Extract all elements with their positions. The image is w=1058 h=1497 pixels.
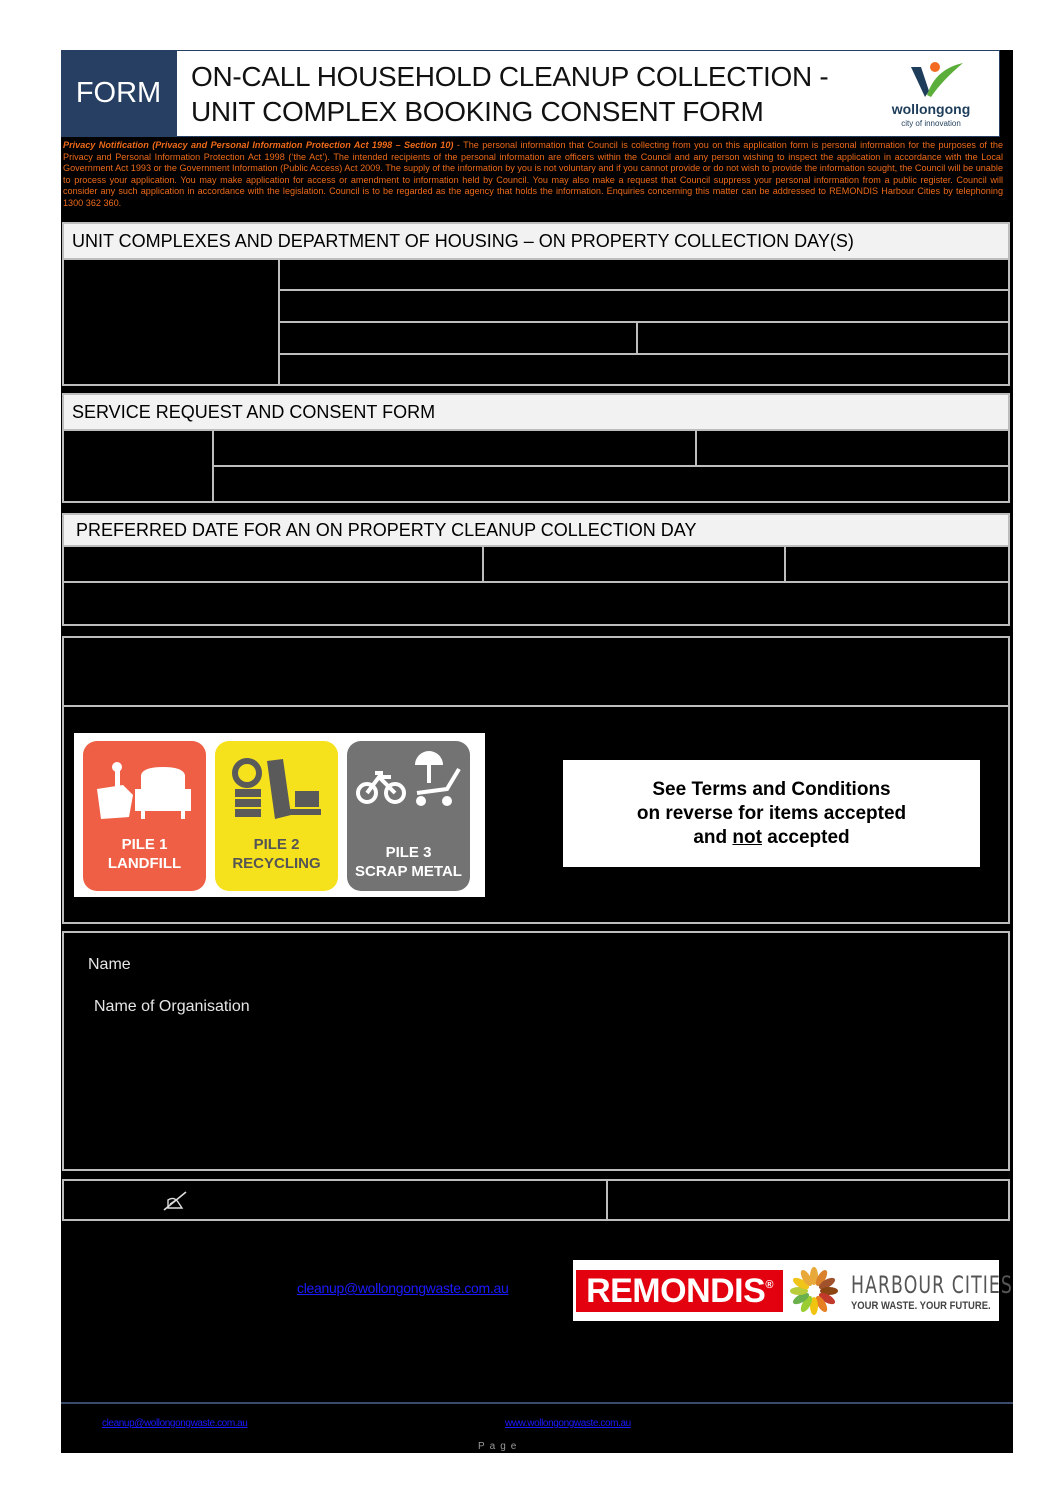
- consent-section: [62, 931, 1010, 1171]
- pile-1-number: PILE 1: [121, 836, 168, 853]
- logo-tagline: city of innovation: [901, 119, 961, 128]
- wollongong-logo: [881, 59, 981, 131]
- remondis-harbour-cities-logo: [573, 1260, 1013, 1321]
- collection-field-2[interactable]: [280, 291, 1008, 321]
- service-field-1a[interactable]: [214, 431, 695, 465]
- harbour-cities-tagline: YOUR WASTE. YOUR FUTURE.: [851, 1300, 991, 1312]
- pile-graphic: [74, 733, 485, 897]
- contact-email-link[interactable]: cleanup@wollongongwaste.com.au: [297, 1280, 509, 1296]
- service-request-section: [62, 393, 1010, 503]
- pile-1-name: LANDFILL: [107, 855, 182, 872]
- terms-notice: [563, 760, 980, 867]
- signature-row: [62, 1179, 1010, 1221]
- terms-line-1: See Terms and Conditions: [652, 778, 891, 800]
- privacy-body: - The personal information that Council is collecting from you on this application form is personal information for the purposes of the Privacy and Personal Information Protection Act 1998 (‘the Act’). The intended recipients of the personal information are officers within the Council and any person wishing to inspect the application in accordance with the Local Government Act 1993 or the Government Information (Public Access) Act 2009. The supply of the information by you is not voluntary and if you cannot provide or do not wish to provide the information sought, the Council will be unable to process your application. You may make application for access or amendment to information held by Council. You may also make a request that Council suppress your personal information from a public register. Council will consider any such application in accordance with the legislation. Council is to be regarded as the agency that holds the information. Enquiries concerning this matter can be addressed to REMONDIS Harbour Cities by telephoning 1300 362 360.: [63, 140, 1003, 208]
- service-field-2[interactable]: [214, 467, 1008, 503]
- pile-3-scrap-metal: [347, 741, 470, 891]
- preferred-date-header: [64, 515, 1008, 547]
- collection-field-1[interactable]: [280, 260, 1008, 289]
- terms-not-emphasis: not: [732, 826, 762, 848]
- pile-3-name: SCRAP METAL: [355, 863, 462, 880]
- date-field-1[interactable]: [64, 547, 482, 581]
- collection-field-4[interactable]: [280, 355, 1008, 386]
- privacy-heading: Privacy Notification (Privacy and Personal Information Protection Act 1998 – Section 10): [63, 140, 454, 150]
- collection-days-title: UNIT COMPLEXES AND DEPARTMENT OF HOUSING – ON PROPERTY COLLECTION DAY(S): [72, 230, 854, 251]
- form-tag: FORM: [61, 50, 176, 137]
- recycling-items-icon: [215, 755, 338, 825]
- collection-days-section: [62, 222, 1010, 386]
- service-request-header: [64, 395, 1008, 431]
- date-notes-field[interactable]: [64, 583, 1008, 626]
- collection-field-3a[interactable]: [280, 323, 636, 353]
- date-field-3[interactable]: [786, 547, 1008, 581]
- divider: [64, 705, 1010, 707]
- harbour-cities-wordmark: HARBOUR CITIES: [851, 1271, 1013, 1299]
- footer-rule: [61, 1402, 1013, 1404]
- pile-3-number: PILE 3: [385, 844, 432, 861]
- collection-field-3b[interactable]: [638, 323, 1008, 353]
- name-label: Name: [88, 956, 131, 973]
- remondis-wordmark: REMONDIS®: [576, 1270, 783, 1312]
- pile-2-name: RECYCLING: [232, 855, 321, 872]
- page-number-label: Page: [478, 1441, 522, 1452]
- service-field-1b[interactable]: [697, 431, 1008, 465]
- signature-field[interactable]: [64, 1181, 606, 1219]
- page-title-line-2: UNIT COMPLEX BOOKING CONSENT FORM: [191, 96, 764, 127]
- scrap-metal-items-icon: [347, 745, 470, 815]
- title-box: [176, 50, 1000, 137]
- footer-email-link[interactable]: cleanup@wollongongwaste.com.au: [102, 1418, 248, 1429]
- terms-line-3: and not accepted: [693, 826, 850, 848]
- service-request-title: SERVICE REQUEST AND CONSENT FORM: [72, 401, 436, 422]
- pile-2-number: PILE 2: [253, 836, 300, 853]
- footer-website-link[interactable]: www.wollongongwaste.com.au: [505, 1418, 631, 1429]
- page-title-line-1: ON-CALL HOUSEHOLD CLEANUP COLLECTION -: [191, 61, 829, 92]
- signature-pen-icon: [160, 1190, 190, 1212]
- date-signed-field[interactable]: [608, 1181, 1008, 1219]
- harbour-cities-flower-icon: [788, 1265, 840, 1317]
- collection-days-header: [64, 224, 1008, 260]
- terms-line-2: on reverse for items accepted: [636, 802, 907, 824]
- wollongong-logo-icon: [881, 59, 981, 101]
- organisation-label: Name of Organisation: [94, 998, 250, 1015]
- pile-2-recycling: [215, 741, 338, 891]
- privacy-notification: [63, 140, 1003, 210]
- organisation-field[interactable]: [304, 993, 994, 1021]
- landfill-items-icon: [83, 755, 206, 825]
- pile-1-landfill: [83, 741, 206, 891]
- name-field[interactable]: [204, 951, 994, 979]
- preferred-date-section: [62, 513, 1010, 626]
- preferred-date-title: PREFERRED DATE FOR AN ON PROPERTY CLEANUP COLLECTION DAY: [76, 519, 697, 540]
- date-field-2[interactable]: [484, 547, 784, 581]
- logo-wordmark: wollongong: [891, 101, 971, 117]
